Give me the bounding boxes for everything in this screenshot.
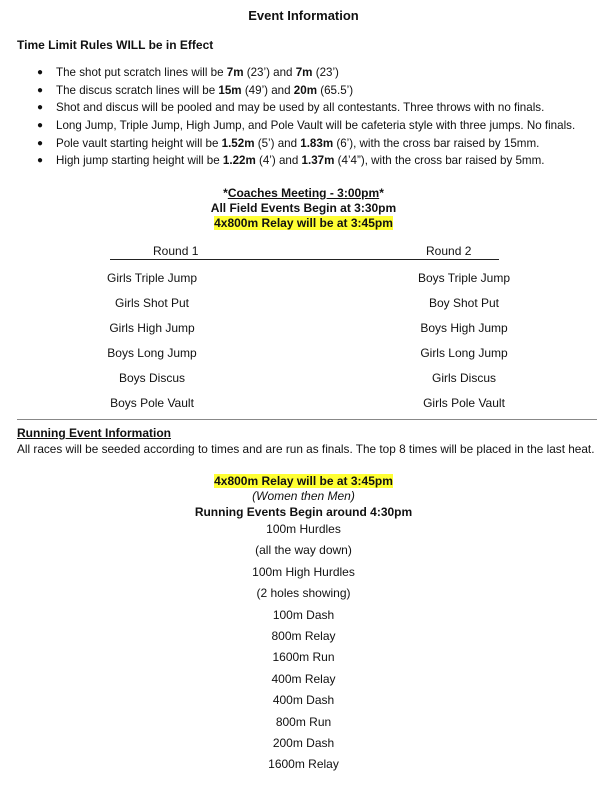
round2-event: Girls Pole Vault [423,396,505,410]
bullet-icon: ● [37,67,44,78]
field-relay-note: 4x800m Relay will be at 3:45pm [214,216,393,230]
bullet-icon: ● [37,84,44,96]
rounds-divider [110,259,499,260]
running-event: 400m Relay [271,671,336,686]
running-event: 100m Dash [272,607,335,622]
running-event: 200m Dash [272,735,335,750]
running-event: 400m Dash [272,693,335,708]
round2-event: Boys Triple Jump [417,271,511,285]
round2-list [364,271,564,421]
running-event: 100m High Hurdles [252,564,355,579]
rule-item: ● Long Jump, Triple Jump, High Jump, and Pole Vault will be cafeteria style with three jumps. No finals. [37,117,597,135]
running-event: 100m Hurdles [266,522,341,536]
round1-event: Girls Shot Put [114,296,190,310]
relay-order: (Women then Men) [252,489,355,503]
rule-item: ● Pole vault starting height will be 1.52m (5’) and 1.83m (6’), with the cross bar raised by 15mm. [37,135,597,153]
running-relay-note: 4x800m Relay will be at 3:45pm [214,474,393,488]
rule-item: ● High jump starting height will be 1.22m (4’) and 1.37m (4’4”), with the cross bar raised by 5mm. [37,152,597,170]
round1-event: Boys Long Jump [107,346,197,360]
round1-event: Girls Triple Jump [106,271,198,285]
bullet-icon: ● [37,137,44,149]
running-heading: Running Event Information [17,426,171,440]
round2-event: Boys High Jump [420,321,508,335]
running-event: 800m Run [275,714,332,729]
round1-event: Girls High Jump [109,321,195,335]
running-description: All races will be seeded according to times and are run as finals. The top 8 times will be placed in the last heat. [17,442,595,456]
field-relay-note-wrap [0,216,607,230]
rule-item: ● The shot put scratch lines will be 7m (23’) and 7m (23’) [37,64,597,82]
page-title: Event Information [248,8,359,23]
coaches-meeting: *Coaches Meeting - 3:00pm* [223,186,384,200]
running-events-list [0,522,607,779]
field-events-begin: All Field Events Begin at 3:30pm [210,201,397,215]
round2-header: Round 2 [426,244,472,258]
running-event: 1600m Relay [268,757,339,772]
round1-event: Boys Discus [118,371,186,385]
section-divider [17,419,597,420]
running-begin: Running Events Begin around 4:30pm [194,505,413,519]
bullet-icon: ● [37,120,44,132]
running-event: (2 holes showing) [256,586,351,601]
round1-event: Boys Pole Vault [110,396,194,410]
round2-event: Girls Long Jump [420,346,508,360]
round2-event: Boy Shot Put [428,296,500,310]
round2-event: Girls Discus [431,371,496,385]
running-event: 800m Relay [271,628,336,643]
running-event: 1600m Run [272,650,335,665]
rule-item: ● Shot and discus will be pooled and may be used by all contestants. Three throws with no finals. [37,99,597,117]
running-relay-note-wrap [0,474,607,488]
round1-list [52,271,252,421]
running-event: (all the way down) [255,543,352,558]
time-limit-heading: Time Limit Rules WILL be in Effect [17,38,214,52]
round1-header: Round 1 [153,244,199,258]
bullet-icon: ● [37,155,44,167]
bullet-icon: ● [37,102,44,114]
rule-item: ● The discus scratch lines will be 15m (49’) and 20m (65.5’) [37,82,597,100]
rules-list [37,64,597,170]
